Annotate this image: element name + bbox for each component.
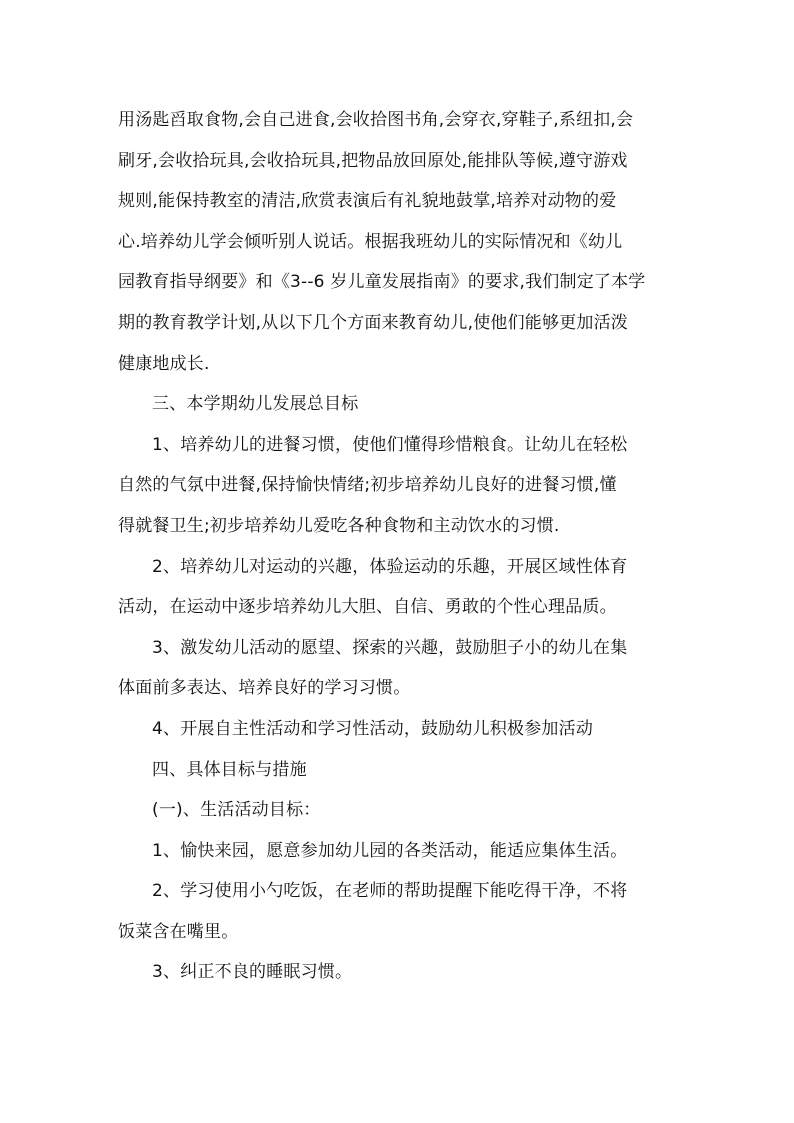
text-line [118, 141, 678, 182]
line-text: 规则,能保持教室的清洁,欣赏表演后有礼貌地鼓掌,培养对动物的爱 [118, 191, 617, 212]
text-line [118, 425, 678, 466]
line-text: 期的教育教学计划,从以下几个方面来教育幼儿,使他们能够更加活泼 [118, 312, 629, 333]
text-line [118, 262, 678, 303]
line-text: 刷牙,会收拾玩具,会收拾玩具,把物品放回原处,能排队等候,遵守游戏 [118, 150, 628, 171]
line-text: 用汤匙舀取食物,会自己进食,会收拾图书角,会穿衣,穿鞋子,系纽扣,会 [118, 110, 634, 130]
text-line [118, 181, 678, 222]
text-line [118, 222, 678, 263]
subsection-heading [118, 790, 678, 831]
line-text: 园教育指导纲要》和《3--6 岁儿童发展指南》的要求,我们制定了本学 [118, 272, 646, 293]
text-line [118, 303, 678, 344]
text-line [118, 628, 678, 669]
heading-text: 三、本学期幼儿发展总目标 [152, 394, 359, 415]
section-heading [118, 750, 678, 791]
line-text: 1、培养幼儿的进餐习惯，使他们懂得珍惜粮食。让幼儿在轻松 [152, 434, 628, 455]
heading-text: (一)、生活活动目标： [152, 800, 321, 821]
text-line [118, 912, 678, 953]
document-body [118, 100, 678, 993]
line-text: 3、激发幼儿活动的愿望、探索的兴趣，鼓励胆子小的幼儿在集 [152, 637, 628, 658]
text-line [118, 344, 678, 385]
text-line [118, 952, 678, 993]
line-text: 2、培养幼儿对运动的兴趣，体验运动的乐趣，开展区域性体育 [152, 556, 628, 577]
text-line [118, 100, 678, 141]
line-text: 得就餐卫生;初步培养幼儿爱吃各种食物和主动饮水的习惯. [118, 515, 560, 536]
text-line [118, 871, 678, 912]
text-line [118, 506, 678, 547]
line-text: 健康地成长. [118, 353, 210, 374]
text-line [118, 709, 678, 750]
line-text: 活动，在运动中逐步培养幼儿大胆、自信、勇敢的个性心理品质。 [118, 597, 617, 618]
line-text: 2、学习使用小勺吃饭，在老师的帮助提醒下能吃得干净，不将 [152, 881, 628, 902]
text-line [118, 465, 678, 506]
text-line [118, 587, 678, 628]
line-text: 4、开展自主性活动和学习性活动，鼓励幼儿积极参加活动 [152, 718, 594, 739]
line-text: 心.培养幼儿学会倾听别人说话。根据我班幼儿的实际情况和《幼儿 [118, 231, 623, 252]
line-text: 体面前多表达、培养良好的学习习惯。 [118, 678, 411, 699]
text-line [118, 547, 678, 588]
line-text: 1、愉快来园，愿意参加幼儿园的各类活动，能适应集体生活。 [152, 840, 628, 861]
line-text: 饭菜含在嘴里。 [118, 921, 239, 942]
section-heading [118, 384, 678, 425]
line-text: 3、纠正不良的睡眠习惯。 [152, 962, 353, 983]
text-line [118, 668, 678, 709]
heading-text: 四、具体目标与措施 [152, 759, 307, 780]
line-text: 自然的气氛中进餐,保持愉快情绪;初步培养幼儿良好的进餐习惯,懂 [118, 475, 617, 496]
text-line [118, 831, 678, 872]
